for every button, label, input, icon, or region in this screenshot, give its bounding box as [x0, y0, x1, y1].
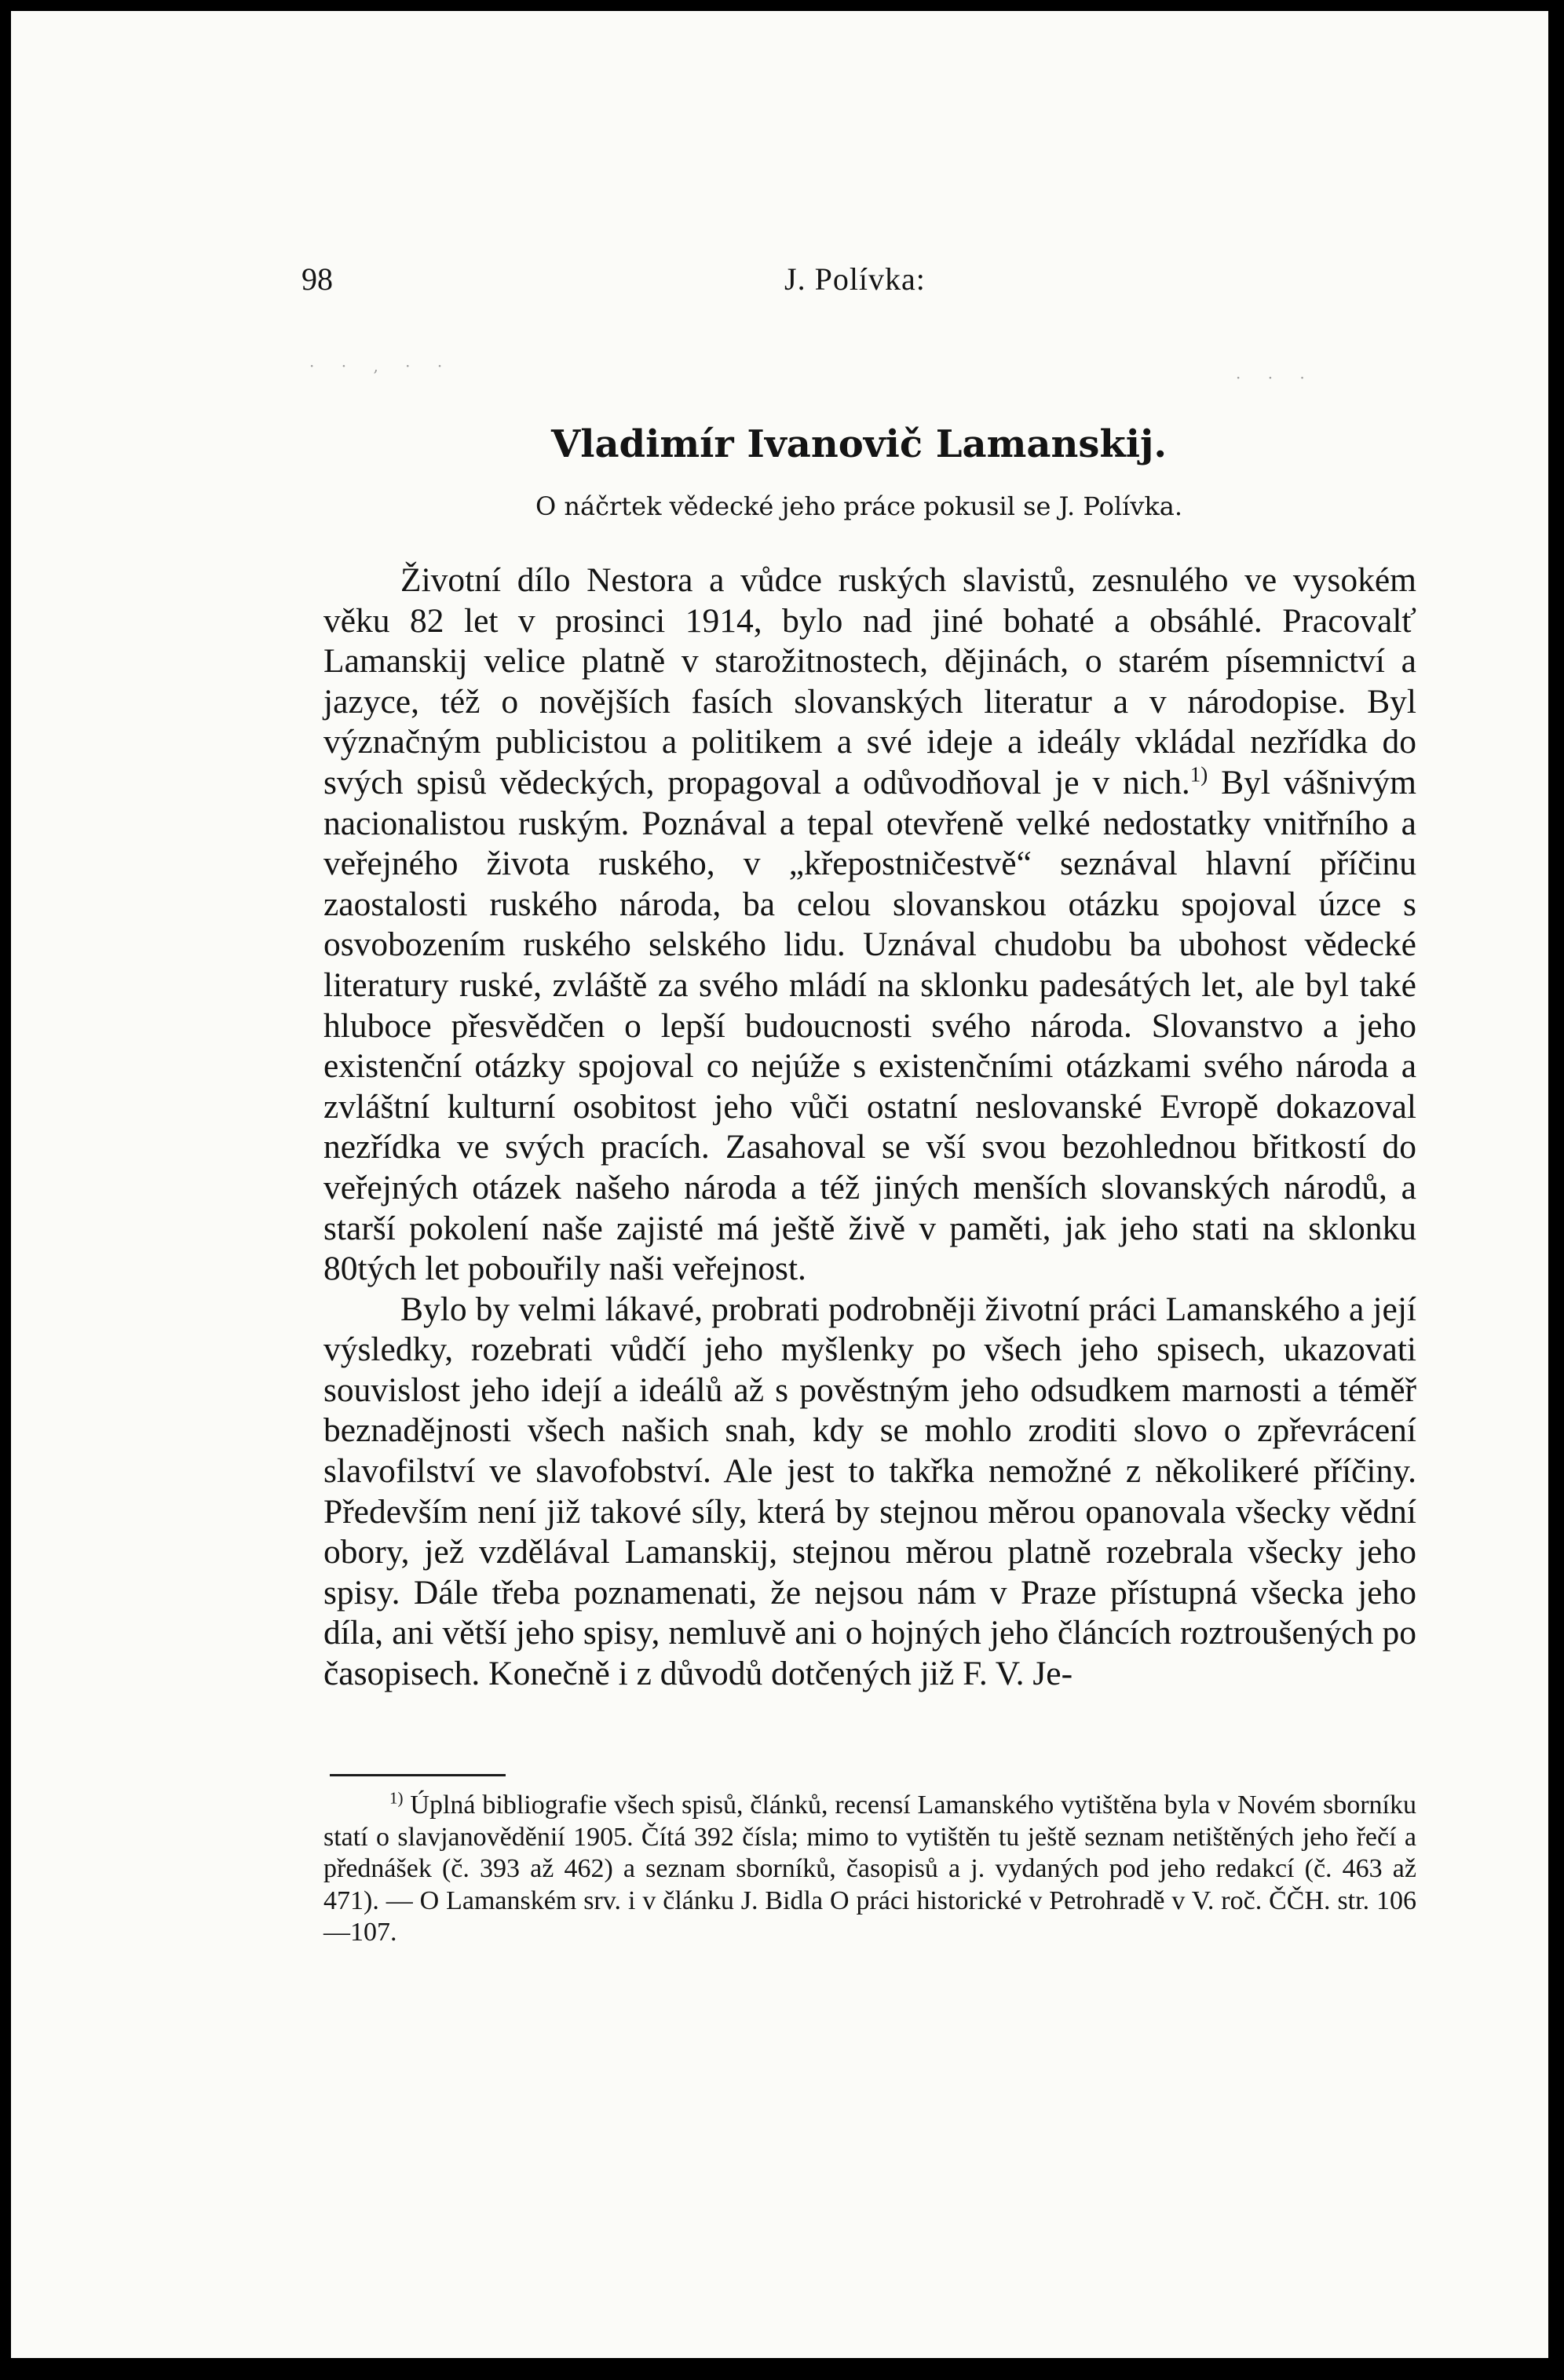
footnote-text: Úplná bibliografie všech spisů, článků, recensí Lamanského vytištěna byla v Novém sborníku statí o slavjanověděnií 1905. Čítá 392 čísla; mimo to vytištěn tu ještě seznam netištěných jeho řečí a přednášek (č. 393 až 462) a seznam sborníků, časopisů a j. vydaných pod jeho redakcí (č. 463 až 471). — O Lamanském srv. i v článku J. Bidla O práci historické v Petrohradě v V. roč. ČČH. str. 106—107.: [323, 1790, 1416, 1947]
article-body: [323, 560, 1416, 1695]
paragraph-text: Životní dílo Nestora a vůdce ruských slavistů, zesnulého ve vysokém věku 82 let v prosinci 1914, bylo nad jiné bohaté a obsáhlé. Pracovalť Lamanskij velice platně v starožitnostech, dějinách, o starém písemnictví a jazyce, též o novějších fasích slovanských literatur a v národopise. Byl význačným publicistou a politikem a své ideje a ideály vkládal nezřídka do svých spisů vědeckých, propagoval a odůvodňoval je v nich.: [323, 561, 1416, 801]
footnotes: [323, 1790, 1416, 1949]
footnote: [323, 1790, 1416, 1949]
article-subtitle: O náčrtek vědecké jeho práce pokusil se J. Polívka.: [535, 491, 1183, 521]
paragraph: Bylo by velmi lákavé, probrati podrobněji životní práci Lamanského a její výsledky, rozebrati vůdčí jeho myšlenky po všech jeho spisech, ukazovati souvislost jeho idejí a ideálů až s pověstným jeho odsudkem marnosti a téměř beznadějnosti všech našich snah, kdy se mohlo zroditi slovo o zpřevrácení slavofilství ve slavofobství. Ale jest to takřka nemožné z několikeré příčiny. Především není již takové síly, která by stejnou měrou opanovala všecky vědní obory, jež vzdělával Lamanskij, stejnou měrou platně rozebrala všecky jeho spisy. Dále třeba poznamenati, že nejsou nám v Praze přístupná všecka jeho díla, ani větší jeho spisy, nemluvě ani o hojných jeho článcích roztroušených po časopisech. Konečně i z důvodů dotčených již F. V. Je-: [323, 1290, 1416, 1693]
footnote-reference: 1): [1189, 762, 1208, 787]
book-page: [11, 11, 1548, 2358]
footnote-marker: 1): [389, 1788, 404, 1808]
running-head: J. Polívka:: [784, 261, 926, 297]
paragraph-text: Byl vášnivým nacionalistou ruským. Poznával a tepal otevřeně velké nedostatky vnitřního a veřejného života ruského, v „křepostničestvě“ seznával hlavní příčinu zaostalosti ruského národa, ba celou slovanskou otázku spojoval úzce s osvobozením ruského selského lidu. Uznával chudobu ba ubohost vědecké literatury ruské, zvláště za svého mládí na sklonku padesátých let, ale byl také hluboce přesvědčen o lepší budoucnosti svého národa. Slovanstvo a jeho existenční otázky spojoval co nejúže s existenčními otázkami svého národa a zvláštní kulturní osobitost jeho vůči ostatní neslovanské Evropě dokazoval nezřídka ve svých pracích. Zasahoval se vší svou bezohlednou břitkostí do veřejných otázek našeho národa a též jiných menších slovanských národů, a starší pokolení naše zajisté má ještě živě v paměti, jak jeho stati na sklonku 80tých let pobouřily naši veřejnost.: [323, 763, 1416, 1288]
article-title: Vladimír Ivanovič Lamanskij.: [550, 422, 1168, 466]
paragraph: [323, 560, 1416, 1290]
footnote-divider: [330, 1774, 506, 1776]
page-number: 98: [301, 261, 333, 297]
scan-speckle: · · ‚ · ·: [309, 356, 454, 375]
scan-speckle: · · ·: [1236, 368, 1316, 387]
page-header: [301, 261, 1416, 308]
